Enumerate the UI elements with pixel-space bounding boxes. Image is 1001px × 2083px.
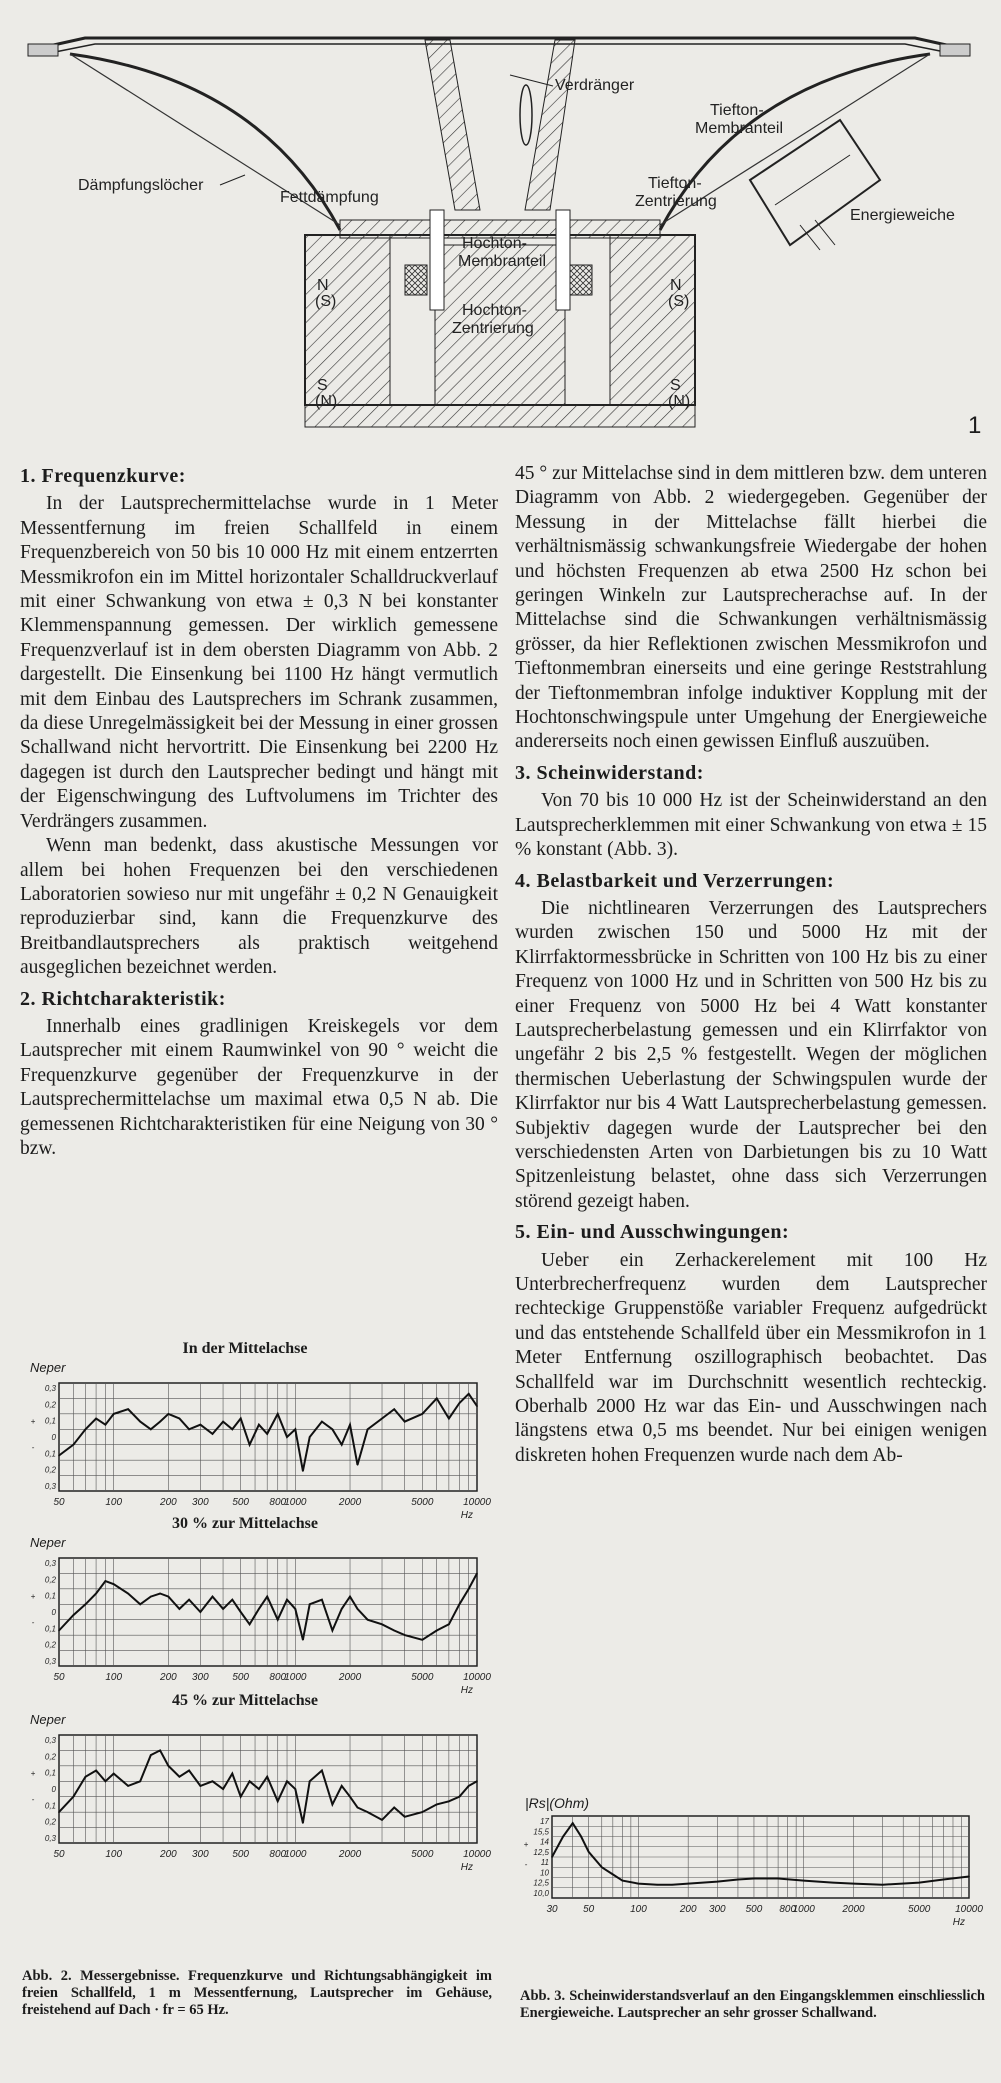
data-point [832, 1882, 834, 1884]
y-tick-label: 0,3 [44, 1559, 56, 1568]
y-tick-label: 0,1 [44, 1768, 56, 1778]
data-point [232, 1599, 234, 1601]
y-tick-label: 12,5 [533, 1847, 549, 1857]
data-point [58, 1811, 60, 1813]
frequency-chart-mittelachse [25, 1375, 491, 1525]
heading-scheinwiderstand: 3. Scheinwiderstand: [515, 761, 704, 784]
x-tick-label: 800 [269, 1497, 287, 1508]
right-column [515, 462, 987, 1468]
data-point [357, 1608, 359, 1610]
plot-frame [59, 1558, 477, 1666]
data-point [200, 1785, 202, 1787]
data-point [85, 1428, 87, 1430]
y-tick-label: 0,2 [44, 1752, 56, 1762]
x-tick-label: 10000 [463, 1672, 491, 1683]
data-point [448, 1801, 450, 1803]
y-tick-label: 10 [540, 1868, 549, 1878]
data-point [882, 1884, 884, 1886]
data-point [459, 1603, 461, 1605]
data-point [321, 1599, 323, 1601]
data-point [476, 1405, 478, 1407]
plot-frame [59, 1735, 477, 1843]
data-point [188, 1599, 190, 1601]
x-axis-label: Hz [460, 1862, 473, 1873]
y-sign-plus: + [30, 1592, 36, 1602]
data-point [777, 1878, 779, 1880]
data-point [258, 1608, 260, 1610]
data-point [612, 1874, 614, 1876]
label-energieweiche: Energieweiche [850, 207, 955, 224]
figure-number: 1 [968, 412, 982, 439]
y-axis-label: |Rs|(Ohm) [525, 1795, 590, 1811]
data-point [277, 1413, 279, 1415]
data-point [367, 1428, 369, 1430]
data-point [309, 1780, 311, 1782]
y-tick-label: 0,1 [44, 1416, 56, 1426]
data-point [258, 1424, 260, 1426]
data-point [656, 1884, 658, 1886]
loudspeaker-diagram [10, 10, 990, 440]
label-s-paren-right: (S) [668, 293, 690, 310]
label-n-left: N [317, 277, 329, 294]
x-tick-label: 300 [192, 1849, 209, 1860]
data-point [580, 1836, 582, 1838]
data-point [918, 1882, 920, 1884]
data-point [73, 1444, 75, 1446]
caption-abb3: Abb. 3. Scheinwiderstandsverlauf an den Eingangsklemmen einschliesslich Energieweiche. Lautsprecher an sehr grosser Schallwand. [520, 1988, 985, 2021]
data-point [753, 1878, 755, 1880]
label-tiefton-zentrierung-2: Zentrierung [635, 193, 717, 210]
x-tick-label: 5000 [908, 1904, 931, 1915]
y-axis-label: Neper [30, 1535, 66, 1550]
data-point [95, 1770, 97, 1772]
x-tick-label: 300 [192, 1672, 209, 1683]
data-point [113, 1773, 115, 1775]
data-point [367, 1811, 369, 1813]
x-axis-label: Hz [460, 1510, 473, 1521]
x-tick-label: 2000 [842, 1904, 865, 1915]
x-tick-label: 2000 [338, 1849, 362, 1860]
data-point [249, 1624, 251, 1626]
data-point [249, 1780, 251, 1782]
data-point [105, 1424, 107, 1426]
data-point [286, 1780, 288, 1782]
data-point [436, 1804, 438, 1806]
data-point [222, 1608, 224, 1610]
data-point [105, 1580, 107, 1582]
data-point [716, 1881, 718, 1883]
data-point [286, 1599, 288, 1601]
x-tick-label: 2000 [338, 1672, 362, 1683]
paragraph: Die nichtlinearen Verzerrungen des Lautsprechers wurden zwischen 150 und 5000 Hz mit der Klirrfaktormessbrücke in Schritten von 100 Hz bis zu einer Frequenz von 1000 Hz und in Schritten von 500 Hz bis zu einer Frequenz von 5000 Hz bei 4 Watt konstanter Lautsprecherbelastung gemessen und ein Klirrfaktor von ungefähr 2 bis 2,5 % festgestellt. Wegen der möglichen thermischen Ueberlastung der Schwingspulen wurde der Klirrfaktor nur bis 4 Watt Lautsprecherbelastung gemessen. Subjektiv dagegen wurde der Lautsprecher bei den verschiedensten Arten von Darbietungen bis zu 10 Watt Spitzenleistung belastet, ohne dass sich Verzerrungen störend gezeigt haben. [515, 897, 987, 1212]
y-tick-label: 12,5 [533, 1878, 549, 1888]
data-point [551, 1856, 553, 1858]
y-tick-label: 0,2 [44, 1575, 56, 1585]
data-point [85, 1776, 87, 1778]
data-point [258, 1788, 260, 1790]
data-point [422, 1639, 424, 1641]
x-tick-label: 50 [53, 1849, 65, 1860]
data-point [404, 1421, 406, 1423]
chart-title: 45 % zur Mittelachse [172, 1692, 318, 1709]
data-point [853, 1883, 855, 1885]
y-tick-label: 0,2 [44, 1400, 56, 1410]
paragraph: In der Lautsprechermittelachse wurde in 1 Meter Messentfernung im freien Schallfeld in einem Frequenzbereich von 50 bis 10 000 Hz mit einem entzerrten Messmikrofon ein im Mittel horizontaler Schalldruckverlauf mit einer Schwankung von etwa ± 0,3 N bei konstanter Klemmenspannung gemessen. Der wirklich gemessene Frequenzverlauf ist in dem obersten Diagramm von Abb. 2 dargestellt. Die Einsenkung bei 1100 Hz hängt vermutlich mit dem Einbau des Lautsprechers im Schrank zusammen, da diese Unregelmässigkeit bei der Messung in einer grossen Schallwand nicht hervortritt. Die Einsenkung bei 2200 Hz dagegen ist durch den Lautsprecher bedingt und hängt mit der Eigenschwingung des Luftvolumens im Trichter des Verdrängers zusammen. [20, 493, 498, 832]
x-tick-label: 1000 [792, 1904, 815, 1915]
data-point [393, 1630, 395, 1632]
y-sign-plus: + [30, 1769, 36, 1779]
data-line [59, 1394, 477, 1471]
impedance-chart [520, 1812, 983, 1930]
data-point [468, 1588, 470, 1590]
data-point [572, 1822, 574, 1824]
data-point [277, 1619, 279, 1621]
y-tick-label: 0,1 [44, 1624, 56, 1634]
data-point [150, 1754, 152, 1756]
y-sign-minus: - [31, 1442, 35, 1452]
label-fettdaempfung: Fettdämpfung [280, 189, 379, 206]
data-point [73, 1796, 75, 1798]
data-point [168, 1413, 170, 1415]
data-point [58, 1630, 60, 1632]
data-point [58, 1455, 60, 1457]
x-tick-label: 30 [546, 1904, 558, 1915]
paragraph: Ueber ein Zerhackerelement mit 100 Hz Unterbrecherfrequenz wurden dem Lautsprecher rechteckige Gruppenstöße variabler Frequenz aufgedrückt und das entstehende Schallfeld über ein Messmikrofon in 1 Meter Entfernung oszillographisch beobachtet. Das Schallfeld war im Durchschnitt wesentlich rechteckig. Oberhalb 2000 Hz war das Ein- und Ausschwingen nach längstens etwa 0,5 ms beendet. Nur bei einigen wenigen diskreten hohen Frequenzen wurde nach dem Ab- [515, 1249, 987, 1466]
data-point [249, 1444, 251, 1446]
data-point [222, 1788, 224, 1790]
data-point [240, 1611, 242, 1613]
label-daempfungsloecher: Dämpfungslöcher [78, 177, 204, 194]
data-point [302, 1470, 304, 1472]
data-point [476, 1780, 478, 1782]
data-point [381, 1418, 383, 1420]
data-point [168, 1765, 170, 1767]
x-tick-label: 200 [679, 1904, 697, 1915]
x-tick-label: 50 [53, 1672, 65, 1683]
x-tick-label: 800 [779, 1904, 797, 1915]
data-point [295, 1428, 297, 1430]
data-point [357, 1807, 359, 1809]
y-axis-label: Neper [30, 1360, 66, 1375]
data-point [179, 1418, 181, 1420]
data-point [232, 1428, 234, 1430]
heading-frequenzkurve: 1. Frequenzkurve: [20, 465, 186, 487]
x-tick-label: 800 [269, 1672, 287, 1683]
data-point [562, 1836, 564, 1838]
frequency-chart-45 [25, 1727, 491, 1877]
paragraph: Wenn man bedenkt, dass akustische Messungen vor allem bei hohen Frequenzen bei den verschiedenen Laboratorien sowieso nur mit ungefähr ± 0,2 N Genauigkeit reproduzierbar sind, kann die Frequenzkurve des Breitbandlautsprechers als praktisch weitgehend ausgeglichen bezeichnet werden. [20, 835, 498, 979]
data-point [321, 1421, 323, 1423]
data-point [232, 1773, 234, 1775]
chart-title: In der Mittelachse [182, 1340, 308, 1357]
data-point [341, 1785, 343, 1787]
x-tick-label: 200 [160, 1672, 177, 1683]
data-line [552, 1823, 969, 1885]
y-sign-minus: - [31, 1617, 35, 1627]
x-tick-label: 100 [105, 1497, 123, 1508]
label-s-right: S [670, 377, 681, 394]
data-point [341, 1444, 343, 1446]
y-tick-label: 0,3 [44, 1482, 56, 1491]
data-point [448, 1624, 450, 1626]
data-point [332, 1630, 334, 1632]
label-tiefton-membranteil-2: Membranteil [695, 120, 784, 137]
data-point [127, 1408, 129, 1410]
paragraph: Von 70 bis 10 000 Hz ist der Scheinwiderstand an den Lautsprecherklemmen mit einer Schwankung von etwa ± 15 % konstant (Abb. 3). [515, 790, 987, 861]
label-tiefton-membranteil-1: Tiefton- [710, 102, 764, 119]
data-point [601, 1866, 603, 1868]
data-point [638, 1883, 640, 1885]
x-tick-label: 500 [232, 1672, 250, 1683]
y-tick-label: 0,3 [44, 1384, 56, 1393]
data-point [341, 1608, 343, 1610]
data-point [671, 1884, 673, 1886]
y-tick-label: 0,3 [44, 1736, 56, 1745]
data-point [422, 1811, 424, 1813]
data-point [188, 1770, 190, 1772]
data-point [113, 1413, 115, 1415]
y-sign-plus: + [523, 1840, 529, 1850]
y-tick-label: 0,1 [44, 1449, 56, 1459]
paragraph: Innerhalb eines gradlinigen Kreiskegels vor dem Lautsprecher mit einem Raumwinkel von 90 ° weicht die Frequenzkurve gegenüber der Frequenzkurve in der Lautsprechermittelachse um maximal etwa 0,5 N ab. Die gemessenen Richtcharakteristiken für eine Neigung von 30 ° bzw. [20, 1015, 498, 1159]
data-point [150, 1596, 152, 1598]
data-point [381, 1624, 383, 1626]
y-sign-minus: - [524, 1859, 528, 1869]
data-point [95, 1593, 97, 1595]
y-tick-label: 15,5 [533, 1827, 549, 1837]
data-point [266, 1433, 268, 1435]
y-tick-label: 0,3 [44, 1657, 56, 1666]
data-point [277, 1801, 279, 1803]
data-point [448, 1418, 450, 1420]
x-tick-label: 5000 [411, 1849, 434, 1860]
paragraph: 45 ° zur Mittelachse sind in dem mittleren bzw. dem unteren Diagramm von Abb. 2 wiedergegeben. Gegenüber der Messung in der Mittelachse fällt hierbei die verhältnismässig schwankungsfreie Wiedergabe der hohen und höchsten Frequenzen ab etwa 2500 Hz schon bei geringen Winkeln zur Lautsprecherachse auf. In der Mittelachse sind die Schwankungen verhältnismässig grösser, da hier Reflektionen zwischen Messmikrofon und Tieftonmembran einerseits und eine geringe Reststrahlung der Tieftonmembran infolge induktiver Kopplung mit der Hochtonschwingspule unter Umgehung der Energieweiche andererseits noch einen gewissen Einfluß auszuüben. [515, 463, 987, 753]
y-sign-plus: + [30, 1417, 36, 1427]
x-tick-label: 10000 [463, 1849, 491, 1860]
chart-title: 30 % zur Mittelachse [172, 1515, 318, 1532]
x-tick-label: 50 [53, 1497, 65, 1508]
data-point [349, 1596, 351, 1598]
data-point [468, 1393, 470, 1395]
x-axis-label: Hz [460, 1685, 473, 1696]
data-point [459, 1796, 461, 1798]
data-point [332, 1804, 334, 1806]
data-point [302, 1639, 304, 1641]
data-point [95, 1418, 97, 1420]
data-point [309, 1603, 311, 1605]
y-tick-label: 0 [51, 1608, 56, 1617]
data-point [139, 1421, 141, 1423]
data-point [105, 1780, 107, 1782]
data-point [212, 1433, 214, 1435]
x-tick-label: 2000 [338, 1497, 362, 1508]
data-point [139, 1603, 141, 1605]
data-point [139, 1780, 141, 1782]
data-point [404, 1816, 406, 1818]
data-point [73, 1614, 75, 1616]
y-tick-label: 0,3 [44, 1834, 56, 1843]
y-tick-label: 17 [540, 1817, 549, 1826]
data-point [468, 1785, 470, 1787]
data-point [127, 1785, 129, 1787]
x-tick-label: 200 [160, 1497, 177, 1508]
x-tick-label: 500 [232, 1497, 250, 1508]
x-tick-label: 100 [105, 1672, 123, 1683]
x-axis-label: Hz [952, 1917, 965, 1928]
heading-richtcharakteristik: 2. Richtcharakteristik: [20, 987, 226, 1010]
data-point [943, 1879, 945, 1881]
x-tick-label: 500 [745, 1904, 763, 1915]
x-tick-label: 5000 [411, 1672, 434, 1683]
data-point [240, 1418, 242, 1420]
data-point [588, 1851, 590, 1853]
data-point [159, 1421, 161, 1423]
x-tick-label: 300 [192, 1497, 209, 1508]
data-point [188, 1428, 190, 1430]
heading-belastbarkeit: 4. Belastbarkeit und Verzerrungen: [515, 869, 835, 892]
label-hochton-membranteil-2: Membranteil [458, 253, 547, 270]
data-point [422, 1413, 424, 1415]
x-tick-label: 1000 [284, 1849, 307, 1860]
data-point [321, 1770, 323, 1772]
data-point [381, 1819, 383, 1821]
x-tick-label: 10000 [463, 1497, 491, 1508]
frequency-chart-30 [25, 1550, 491, 1700]
data-point [393, 1807, 395, 1809]
data-point [302, 1822, 304, 1824]
x-tick-label: 100 [105, 1849, 123, 1860]
label-verdraenger: Verdränger [555, 77, 635, 94]
data-point [367, 1619, 369, 1621]
plot-frame [59, 1383, 477, 1491]
data-point [622, 1880, 624, 1882]
left-column [20, 458, 498, 1161]
y-tick-label: 0,2 [44, 1465, 56, 1475]
data-point [295, 1608, 297, 1610]
y-tick-label: 0,2 [44, 1817, 56, 1827]
data-point [286, 1436, 288, 1438]
data-point [687, 1883, 689, 1885]
data-point [212, 1596, 214, 1598]
data-point [436, 1630, 438, 1632]
x-tick-label: 1000 [284, 1497, 307, 1508]
label-n-paren-right: (N) [668, 393, 691, 410]
y-tick-label: 0,1 [44, 1591, 56, 1601]
data-point [266, 1596, 268, 1598]
label-hochton-zentrierung-2: Zentrierung [452, 320, 534, 337]
y-tick-label: 0 [51, 1433, 56, 1442]
data-point [349, 1796, 351, 1798]
data-point [393, 1408, 395, 1410]
label-n-paren-left: (N) [315, 393, 338, 410]
data-point [476, 1573, 478, 1575]
data-point [200, 1424, 202, 1426]
data-point [200, 1611, 202, 1613]
y-tick-label: 14 [540, 1837, 549, 1847]
label-s-left: S [317, 377, 328, 394]
y-sign-minus: - [31, 1794, 35, 1804]
y-axis-label: Neper [30, 1712, 66, 1727]
data-point [459, 1402, 461, 1404]
x-tick-label: 500 [232, 1849, 250, 1860]
data-point [179, 1776, 181, 1778]
data-point [113, 1583, 115, 1585]
data-point [349, 1424, 351, 1426]
data-point [222, 1421, 224, 1423]
x-tick-label: 5000 [411, 1497, 434, 1508]
label-hochton-zentrierung-1: Hochton- [462, 302, 527, 319]
data-point [159, 1750, 161, 1752]
label-s-paren-left: (S) [315, 293, 337, 310]
y-tick-label: 11 [540, 1858, 549, 1868]
data-point [85, 1603, 87, 1605]
x-tick-label: 200 [160, 1849, 177, 1860]
data-point [968, 1876, 970, 1878]
x-tick-label: 10000 [955, 1904, 983, 1915]
data-point [168, 1596, 170, 1598]
x-tick-label: 1000 [284, 1672, 307, 1683]
data-point [436, 1398, 438, 1400]
data-point [212, 1780, 214, 1782]
data-point [309, 1436, 311, 1438]
data-point [179, 1608, 181, 1610]
x-tick-label: 100 [630, 1904, 647, 1915]
y-tick-label: 10,0 [533, 1889, 549, 1898]
x-tick-label: 50 [583, 1904, 595, 1915]
data-point [240, 1796, 242, 1798]
caption-abb2: Abb. 2. Messergebnisse. Frequenzkurve und Richtungsabhängigkeit im freien Schallfeld, 1 m Messentfernung, Lautsprecher im Gehäuse, freistehend auf Dach · fr = 65 Hz. [22, 1968, 492, 2018]
data-point [159, 1593, 161, 1595]
data-point [737, 1879, 739, 1881]
data-line [59, 1573, 477, 1639]
y-tick-label: 0 [51, 1785, 56, 1794]
x-tick-label: 800 [269, 1849, 287, 1860]
data-point [404, 1634, 406, 1636]
y-tick-label: 0,2 [44, 1640, 56, 1650]
data-point [266, 1776, 268, 1778]
x-tick-label: 300 [708, 1904, 726, 1915]
data-point [127, 1593, 129, 1595]
y-tick-label: 0,1 [44, 1801, 56, 1811]
label-tiefton-zentrierung-1: Tiefton- [648, 175, 702, 192]
data-point [803, 1880, 805, 1882]
label-n-right: N [670, 277, 682, 294]
data-point [357, 1464, 359, 1466]
data-point [332, 1428, 334, 1430]
label-hochton-membranteil-1: Hochton- [462, 235, 527, 252]
data-point [295, 1788, 297, 1790]
data-point [150, 1428, 152, 1430]
heading-ein-ausschwingungen: 5. Ein- und Ausschwingungen: [515, 1221, 790, 1244]
